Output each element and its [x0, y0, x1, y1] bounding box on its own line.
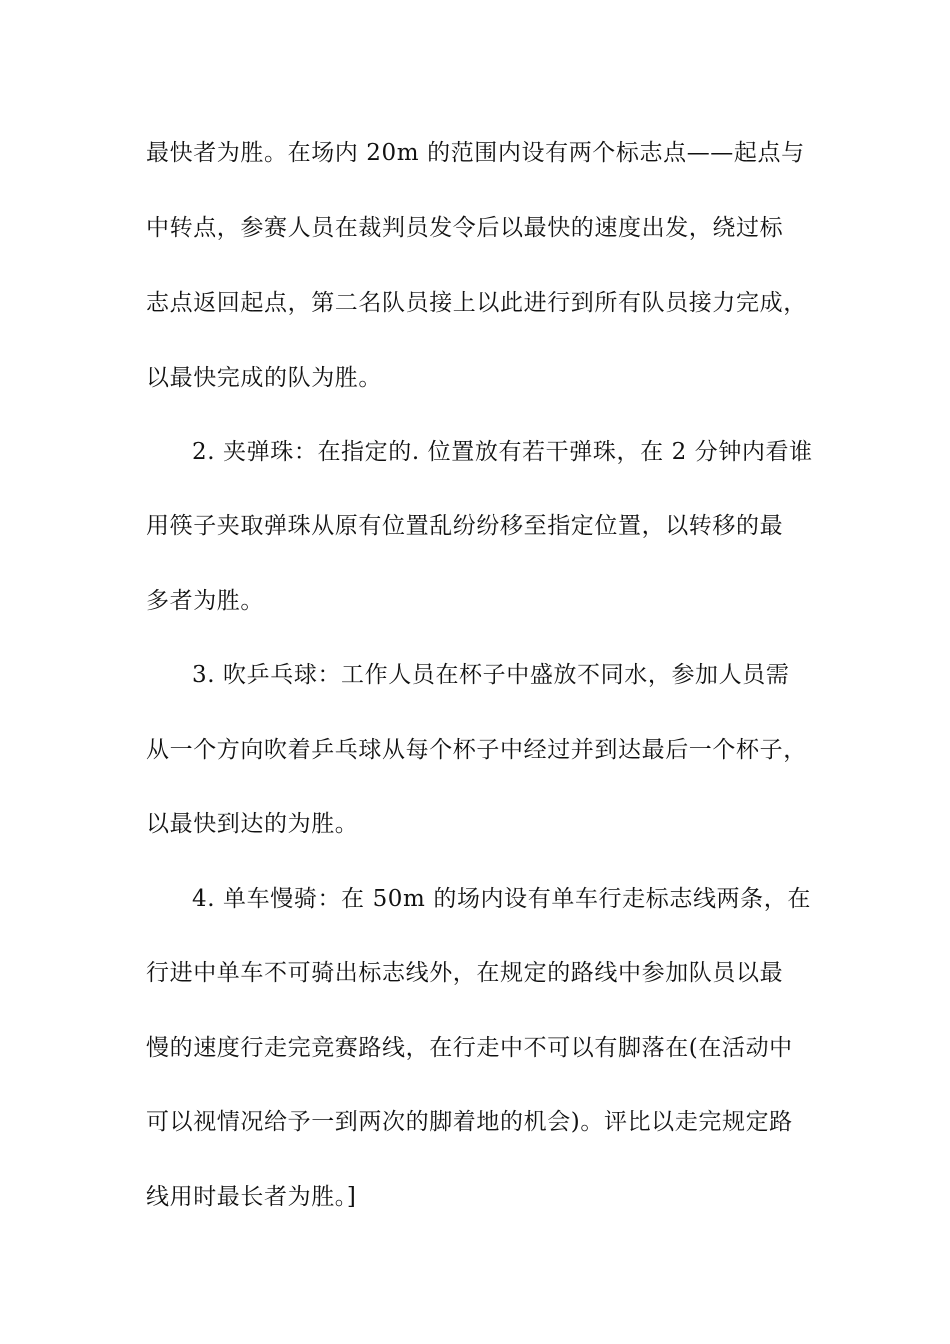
text-line-7: 多者为胜。: [146, 588, 264, 614]
text-line-2: 中转点，参赛人员在裁判员发令后以最快的速度出发，绕过标: [146, 215, 784, 241]
text-line-11: 4. 单车慢骑：在 50m 的场内设有单车行走标志线两条，在: [192, 886, 811, 912]
text-line-4: 以最快完成的队为胜。: [146, 365, 382, 391]
text-line-1: 最快者为胜。在场内 20m 的范围内设有两个标志点——起点与: [146, 140, 805, 166]
text-line-5: 2. 夹弹珠：在指定的. 位置放有若干弹珠，在 2 分钟内看谁: [192, 439, 813, 465]
text-line-8: 3. 吹乒乓球：工作人员在杯子中盛放不同水，参加人员需: [192, 662, 790, 688]
text-line-13: 慢的速度行走完竞赛路线，在行走中不可以有脚落在(在活动中: [146, 1035, 793, 1061]
text-line-14: 可以视情况给予一到两次的脚着地的机会)。评比以走完规定路: [146, 1109, 793, 1135]
text-line-9: 从一个方向吹着乒乓球从每个杯子中经过并到达最后一个杯子，: [146, 737, 807, 763]
text-line-15: 线用时最长者为胜。]: [146, 1184, 357, 1210]
text-line-3: 志点返回起点，第二名队员接上以此进行到所有队员接力完成，: [146, 290, 807, 316]
text-line-12: 行进中单车不可骑出标志线外，在规定的路线中参加队员以最: [146, 960, 784, 986]
text-line-10: 以最快到达的为胜。: [146, 811, 359, 837]
text-line-6: 用筷子夹取弹珠从原有位置乱纷纷移至指定位置，以转移的最: [146, 513, 784, 539]
